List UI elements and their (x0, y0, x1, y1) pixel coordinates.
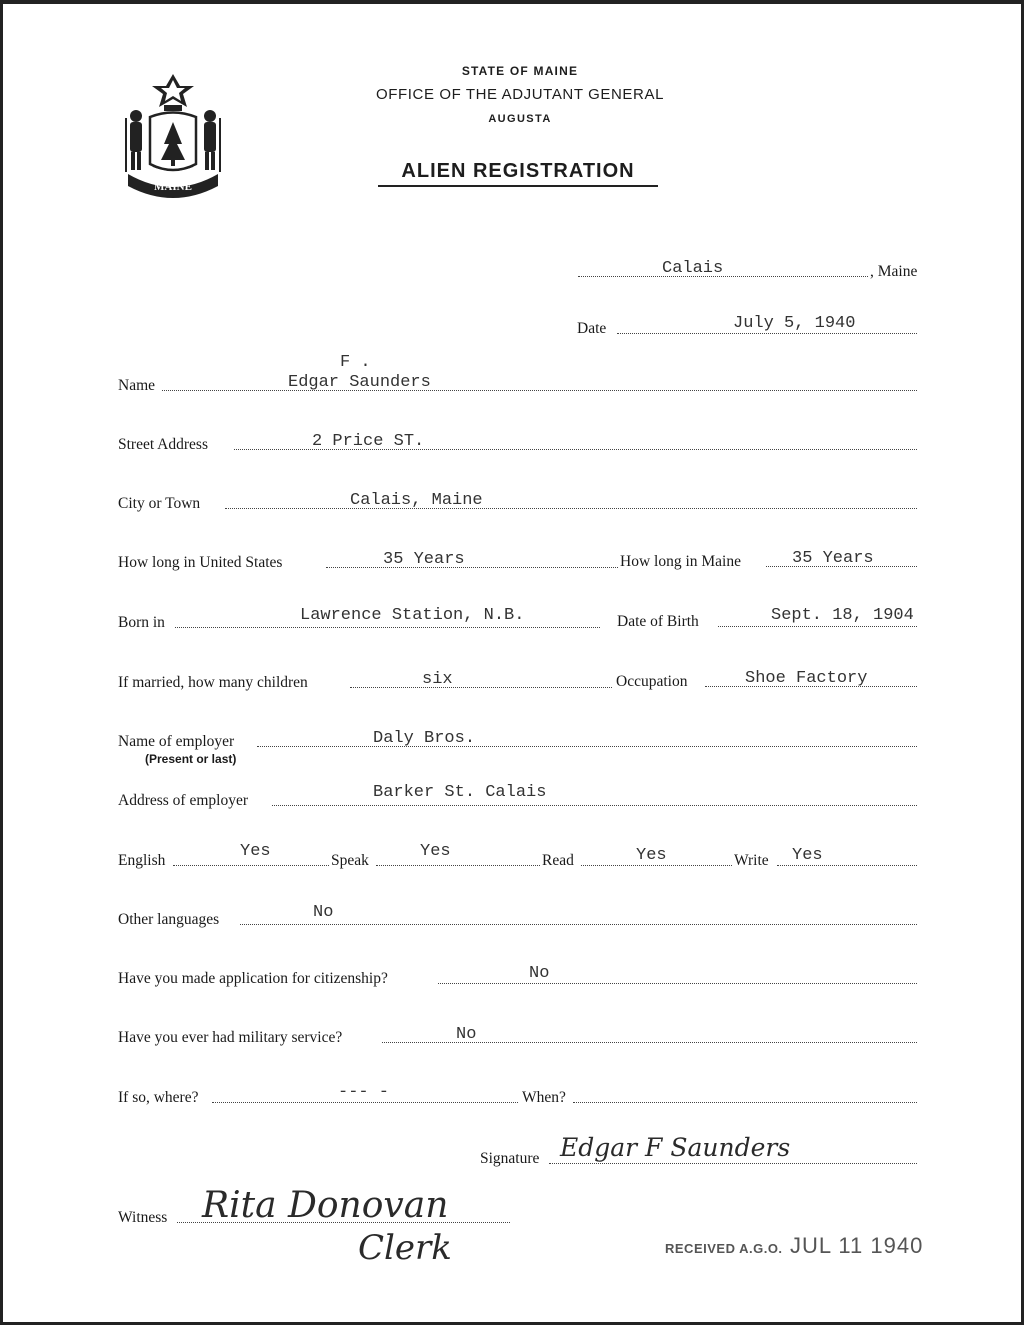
maine-duration-label: How long in Maine (620, 553, 741, 570)
when-line (573, 1102, 917, 1103)
english-label: English (118, 852, 166, 869)
city-heading: AUGUSTA (488, 113, 552, 125)
when-label: When? (522, 1089, 566, 1106)
occupation-value: Shoe Factory (745, 669, 868, 688)
witness-value: Rita Donovan (202, 1185, 449, 1226)
birth-date-value: Sept. 18, 1904 (771, 606, 914, 625)
military-label: Have you ever had military service? (118, 1029, 343, 1046)
employer-address-value: Barker St. Calais (373, 783, 547, 802)
other-languages-value: No (313, 903, 334, 922)
city-label: City or Town (118, 495, 201, 512)
military-value: No (456, 1025, 477, 1044)
scan-border-top (0, 0, 1024, 4)
occupation-label: Occupation (616, 673, 688, 690)
born-label: Born in (118, 614, 165, 631)
other-languages-label: Other languages (118, 911, 220, 928)
office-heading: OFFICE OF THE ADJUTANT GENERAL (375, 86, 665, 103)
children-label: If married, how many children (118, 674, 308, 691)
city-value: Calais, Maine (350, 491, 483, 510)
english-line (173, 865, 329, 866)
read-line (581, 865, 732, 866)
write-label: Write (734, 852, 769, 869)
other-languages-line (240, 924, 917, 925)
name-label: Name (118, 377, 156, 394)
born-value: Lawrence Station, N.B. (300, 606, 525, 625)
received-stamp-label: RECEIVED A.G.O. (665, 1241, 783, 1256)
read-value: Yes (636, 846, 667, 865)
scan-border-left (0, 0, 3, 1325)
write-value: Yes (792, 846, 823, 865)
date-value: July 5, 1940 (733, 314, 856, 333)
employer-value: Daly Bros. (373, 729, 476, 748)
speak-value: Yes (420, 842, 451, 861)
witness-title: Clerk (358, 1228, 452, 1268)
us-duration-line (326, 567, 618, 568)
read-label: Read (542, 852, 574, 869)
state-heading: STATE OF MAINE (461, 64, 579, 78)
signature-value: Edgar F Saunders (560, 1133, 791, 1162)
street-value: 2 Price ST. (312, 432, 425, 451)
speak-line (376, 865, 540, 866)
witness-label: Witness (118, 1209, 168, 1226)
date-line (617, 333, 917, 334)
english-value: Yes (240, 842, 271, 861)
citizenship-line (438, 983, 917, 984)
street-label: Street Address (118, 436, 208, 453)
citizenship-value: No (529, 964, 550, 983)
speak-label: Speak (331, 852, 369, 869)
seal-label: MAINE (154, 181, 192, 193)
name-value: Edgar Saunders (288, 373, 431, 392)
signature-label: Signature (480, 1150, 540, 1167)
city-line (225, 508, 917, 509)
birth-date-label: Date of Birth (617, 613, 699, 630)
born-line (175, 627, 600, 628)
maine-duration-value: 35 Years (792, 549, 874, 568)
place-suffix: , Maine (870, 263, 918, 280)
us-duration-label: How long in United States (118, 554, 283, 571)
employer-address-label: Address of employer (118, 792, 248, 809)
write-line (777, 865, 917, 866)
employer-address-line (272, 805, 917, 806)
employer-label: Name of employer (118, 733, 235, 750)
where-value: --- - (338, 1083, 390, 1102)
received-stamp-date: JUL 11 1940 (790, 1233, 924, 1258)
citizenship-label: Have you made application for citizenship? (118, 970, 388, 987)
us-duration-value: 35 Years (383, 550, 465, 569)
name-line (162, 390, 917, 391)
employer-line (257, 746, 917, 747)
birth-date-line (718, 626, 917, 627)
children-line (350, 687, 612, 688)
children-value: six (422, 670, 453, 689)
middle-initial-value: F . (340, 353, 371, 372)
where-label: If so, where? (118, 1089, 199, 1106)
where-line (212, 1102, 518, 1103)
date-label: Date (577, 320, 607, 337)
employer-sublabel: (Present or last) (145, 752, 237, 766)
signature-line (549, 1163, 917, 1164)
place-value: Calais (662, 259, 724, 278)
form-title: ALIEN REGISTRATION (378, 160, 658, 187)
